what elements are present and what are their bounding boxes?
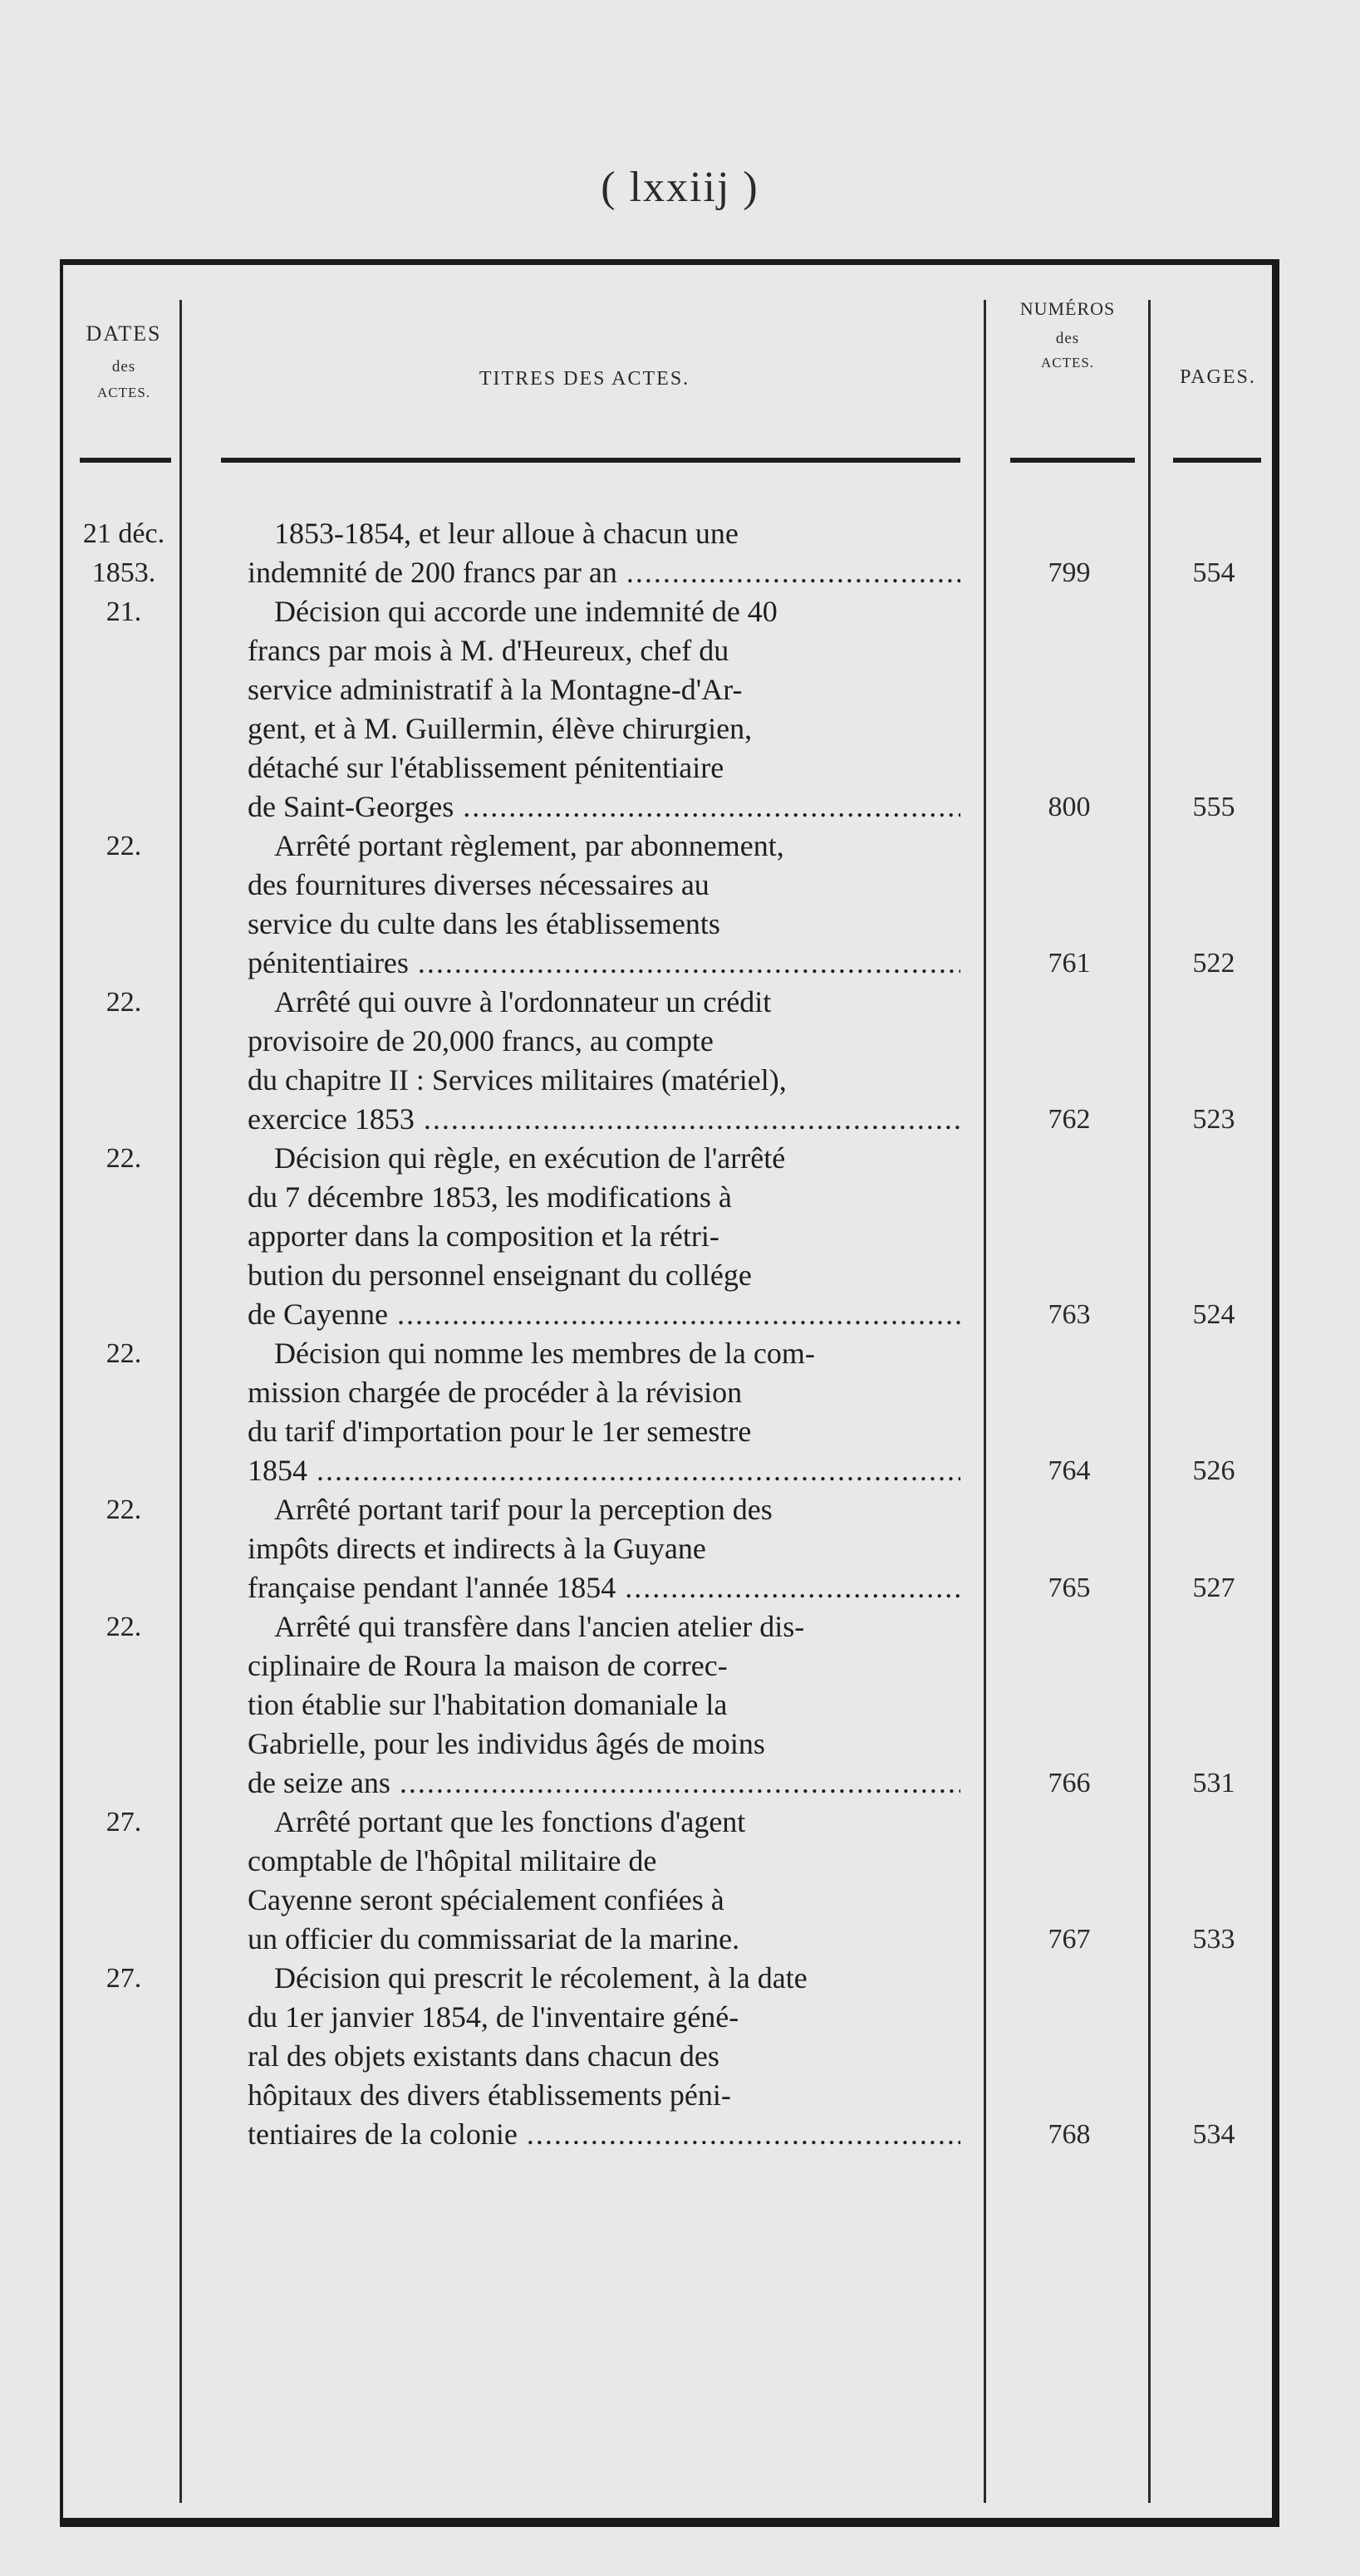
entry-act-number: 763 xyxy=(1048,1299,1091,1330)
entry-title-line: du chapitre II : Services militaires (matériel), xyxy=(248,1063,787,1097)
entry-date-part: 21 déc. xyxy=(82,518,165,549)
header-rule-dates xyxy=(80,458,171,463)
entry-page-number: 531 xyxy=(1192,1768,1235,1798)
entry-title xyxy=(248,1959,960,2154)
entry-page-number: 526 xyxy=(1192,1455,1235,1486)
entry-date xyxy=(70,514,178,592)
entry-date-part: 27. xyxy=(106,1807,142,1838)
page-number-header: ( lxxiij ) xyxy=(601,164,759,211)
table-row xyxy=(63,827,1272,983)
entry-page-number: 534 xyxy=(1192,2119,1235,2150)
entry-title xyxy=(248,1334,960,1490)
entry-title-line: indemnité de 200 francs par an ..... xyxy=(248,553,960,592)
entry-act-number: 761 xyxy=(1048,948,1091,979)
entry-date-part: 22. xyxy=(106,1143,142,1174)
entry-title-line: impôts directs et indirects à la Guyane xyxy=(248,1532,706,1565)
entry-date xyxy=(70,1803,178,1842)
entry-title-line: de seize ans ..... xyxy=(248,1764,960,1803)
entry-act-number: 766 xyxy=(1048,1768,1091,1798)
entry-title-line: de Cayenne ..... xyxy=(248,1295,960,1334)
entry-title-line: exercice 1853 ..... xyxy=(248,1100,960,1139)
entry-page-number: 554 xyxy=(1192,557,1235,588)
entry-title-line: du 1er janvier 1854, de l'inventaire géné- xyxy=(248,2000,739,2034)
entry-date xyxy=(70,1139,178,1178)
entry-title-line: Décision qui règle, en exécution de l'arrêté xyxy=(274,1141,786,1175)
entry-title-line: Arrêté portant tarif pour la perception des xyxy=(274,1493,773,1526)
entry-act-number: 767 xyxy=(1048,1924,1091,1955)
entry-date xyxy=(70,1607,178,1646)
entry-page-number: 555 xyxy=(1192,792,1235,822)
table-row xyxy=(63,1334,1272,1490)
entry-date-part: 22. xyxy=(106,1494,142,1525)
entry-date xyxy=(70,827,178,866)
entry-act-number: 762 xyxy=(1048,1104,1091,1135)
entry-title xyxy=(248,1803,960,1959)
entry-page-number: 523 xyxy=(1192,1104,1235,1135)
entry-title-line: hôpitaux des divers établissements péni- xyxy=(248,2078,731,2112)
entry-title-line: provisoire de 20,000 francs, au compte xyxy=(248,1024,714,1057)
entry-title xyxy=(248,983,960,1139)
table-row xyxy=(63,514,1272,592)
table-row xyxy=(63,1139,1272,1334)
entry-act-number: 768 xyxy=(1048,2119,1091,2150)
entry-title-line: tion établie sur l'habitation domaniale la xyxy=(248,1688,728,1721)
entry-title-line: francs par mois à M. d'Heureux, chef du xyxy=(248,634,729,667)
entry-act-number: 799 xyxy=(1048,557,1091,588)
entry-date-part: 22. xyxy=(106,831,142,861)
entry-title-line: des fournitures diverses nécessaires au xyxy=(248,868,709,901)
entry-page-number: 524 xyxy=(1192,1299,1235,1330)
entry-title-line: bution du personnel enseignant du collége xyxy=(248,1259,752,1292)
table-row xyxy=(63,1803,1272,1959)
entry-title-line: pénitentiaires ..... xyxy=(248,944,960,983)
entry-date-part: 1853. xyxy=(91,557,156,588)
header-rule-numbers xyxy=(1010,458,1135,463)
column-header-numbers: NUMÉROS des ACTES. xyxy=(1019,298,1116,370)
entry-title xyxy=(248,1490,960,1607)
entry-title-line: Cayenne seront spécialement confiées à xyxy=(248,1883,724,1916)
entry-date-part: 21. xyxy=(106,596,142,627)
entry-title-line: service administratif à la Montagne-d'Ar- xyxy=(248,673,743,706)
entry-act-number: 765 xyxy=(1048,1573,1091,1603)
column-header-dates: DATES des ACTES. xyxy=(86,321,162,400)
entry-title xyxy=(248,1139,960,1334)
entry-title-line: gent, et à M. Guillermin, élève chirurgien, xyxy=(248,712,753,745)
table-row xyxy=(63,1959,1272,2154)
entry-date xyxy=(70,1959,178,1998)
entry-title xyxy=(248,592,960,827)
table-row xyxy=(63,1607,1272,1803)
entry-title-line: Décision qui accorde une indemnité de 40 xyxy=(274,595,778,628)
entry-date xyxy=(70,592,178,631)
entry-title-line: Décision qui nomme les membres de la com- xyxy=(274,1337,815,1370)
entry-title xyxy=(248,514,960,592)
entry-title-line: ciplinaire de Roura la maison de correc- xyxy=(248,1649,728,1682)
entry-date xyxy=(70,983,178,1022)
entry-title-line: Arrêté portant que les fonctions d'agent xyxy=(274,1805,746,1838)
entry-act-number: 800 xyxy=(1048,792,1091,822)
entry-title-line: détaché sur l'établissement pénitentiaire xyxy=(248,751,724,784)
entry-title-line: Décision qui prescrit le récolement, à la date xyxy=(274,1961,808,1995)
entry-act-number: 764 xyxy=(1048,1455,1091,1486)
entry-title-line: 1853-1854, et leur alloue à chacun une xyxy=(274,517,739,550)
entry-title-line: tentiaires de la colonie ..... xyxy=(248,2115,960,2154)
entry-title-line: comptable de l'hôpital militaire de xyxy=(248,1844,657,1877)
entry-title-line: du tarif d'importation pour le 1er semestre xyxy=(248,1415,752,1448)
column-header-titles: TITRES DES ACTES. xyxy=(479,368,690,390)
entry-title xyxy=(248,1607,960,1803)
table-row xyxy=(63,592,1272,827)
entry-title-line: ral des objets existants dans chacun des xyxy=(248,2039,719,2073)
entry-title-line: Arrêté qui ouvre à l'ordonnateur un crédit xyxy=(274,985,772,1018)
entry-date xyxy=(70,1334,178,1373)
entry-page-number: 527 xyxy=(1192,1573,1235,1603)
table-row xyxy=(63,983,1272,1139)
entry-page-number: 522 xyxy=(1192,948,1235,979)
header-rule-titles xyxy=(221,458,960,463)
entry-title-line: Arrêté qui transfère dans l'ancien atelier dis- xyxy=(274,1610,805,1643)
table-frame xyxy=(60,259,1279,2527)
table-row xyxy=(63,1490,1272,1607)
entry-date-part: 22. xyxy=(106,1338,142,1369)
entry-date xyxy=(70,1490,178,1529)
entry-title-line: apporter dans la composition et la rétri- xyxy=(248,1219,719,1253)
entry-title-line: mission chargée de procéder à la révision xyxy=(248,1376,743,1409)
entry-title-line: 1854 ..... xyxy=(248,1451,960,1490)
entry-title-line: française pendant l'année 1854 ..... xyxy=(248,1568,960,1607)
entry-date-part: 22. xyxy=(106,1612,142,1642)
entry-title-line: service du culte dans les établissements xyxy=(248,907,720,940)
entry-title-line: du 7 décembre 1853, les modifications à xyxy=(248,1180,732,1214)
entry-title-line: Gabrielle, pour les individus âgés de moins xyxy=(248,1727,765,1760)
entry-title xyxy=(248,827,960,983)
entry-date-part: 27. xyxy=(106,1963,142,1994)
entry-title-line: un officier du commissariat de la marine. xyxy=(248,1922,740,1955)
entry-title-line: Arrêté portant règlement, par abonnement, xyxy=(274,829,784,862)
entry-title-line: de Saint-Georges ..... xyxy=(248,788,960,827)
column-header-pages: PAGES. xyxy=(1180,366,1256,388)
entry-page-number: 533 xyxy=(1192,1924,1235,1955)
header-rule-pages xyxy=(1173,458,1261,463)
entry-date-part: 22. xyxy=(106,987,142,1018)
